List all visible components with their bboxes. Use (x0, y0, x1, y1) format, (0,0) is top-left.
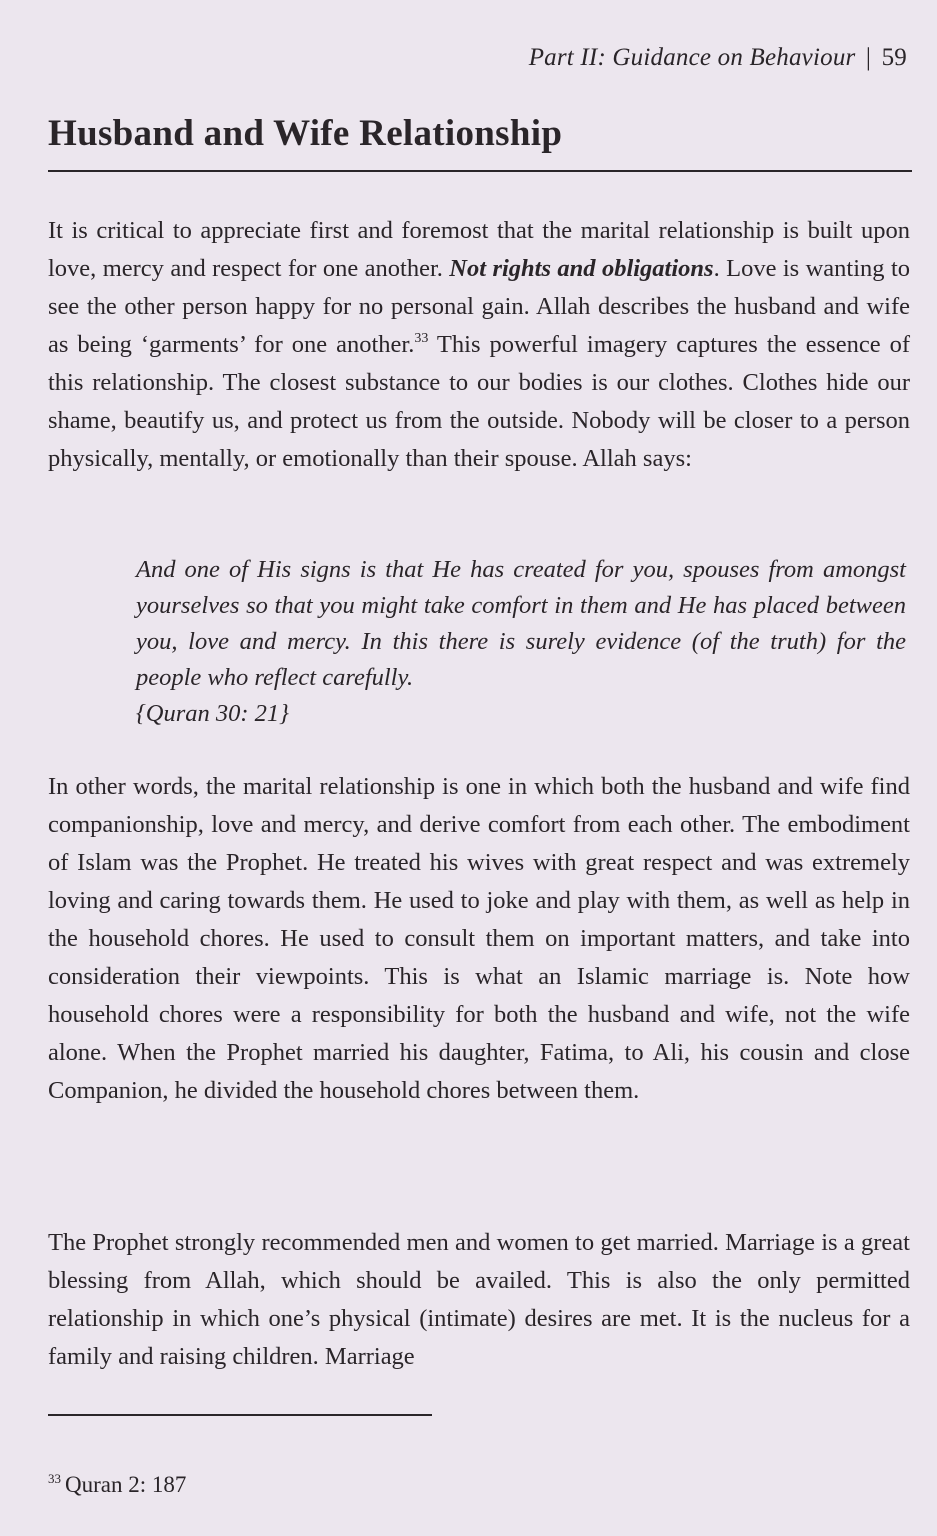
header-separator: | (865, 44, 872, 71)
footnote-divider (48, 1414, 432, 1416)
section-title: Part II: Guidance on Behaviour (528, 44, 856, 71)
quran-quote (136, 552, 906, 732)
paragraph-1-text-c: This powerful imagery captures the essence of this relationship. The closest substance to our bodies is our clothes. Clothes hide our shame, beautify us, and protect us from the outside. Nobody will be closer to a person physically, mentally, or emotionally than their spouse. Allah says: (48, 331, 911, 472)
paragraph-1 (48, 212, 910, 478)
quote-citation: {Quran 30: 21} (136, 700, 289, 727)
footnote-reference: 33 (414, 331, 429, 346)
footnote-text: Quran 2: 187 (65, 1472, 187, 1497)
footnote (48, 1472, 186, 1498)
running-header (529, 44, 907, 72)
paragraph-3: The Prophet strongly recommended men and women to get married. Marriage is a great blessing from Allah, which should be availed. This is also the only permitted relationship in which one’s physical (intimate) desires are met. It is the nucleus for a family and raising children. Marriage (48, 1229, 910, 1370)
title-underline (48, 170, 912, 172)
paragraph-1-text-b: . Love is wanting to see the other person happy for no personal gain. Allah describes the husband and wife as being ‘garments’ for one another. (48, 255, 911, 358)
footnote-number: 33 (48, 1471, 61, 1486)
paragraph-1-text-a: It is critical to appreciate first and foremost that the marital relationship is built upon love, mercy and respect for one another. (48, 217, 910, 282)
chapter-title: Husband and Wife Relationship (48, 113, 563, 154)
page-number: 59 (881, 44, 907, 71)
paragraph-1-emphasis: Not rights and obligations (449, 255, 714, 282)
paragraph-2: In other words, the marital relationship is one in which both the husband and wife find companionship, love and mercy, and derive comfort from each other. The embodiment of Islam was the Prophet. He treated his wives with great respect and was extremely loving and caring towards them. He used to joke and play with them, as well as help in the household chores. He used to consult them on important matters, and take into consideration their viewpoints. This is what an Islamic marriage is. Note how household chores were a responsibility for both the husband and wife, not the wife alone. When the Prophet married his daughter, Fatima, to Ali, his cousin and close Companion, he divided the household chores between them. (48, 773, 910, 1104)
quote-text: And one of His signs is that He has created for you, spouses from amongst yourselves so that you might take comfort in them and He has placed between you, love and mercy. In this there is surely evidence (of the truth) for the people who reflect carefully. (136, 556, 906, 691)
